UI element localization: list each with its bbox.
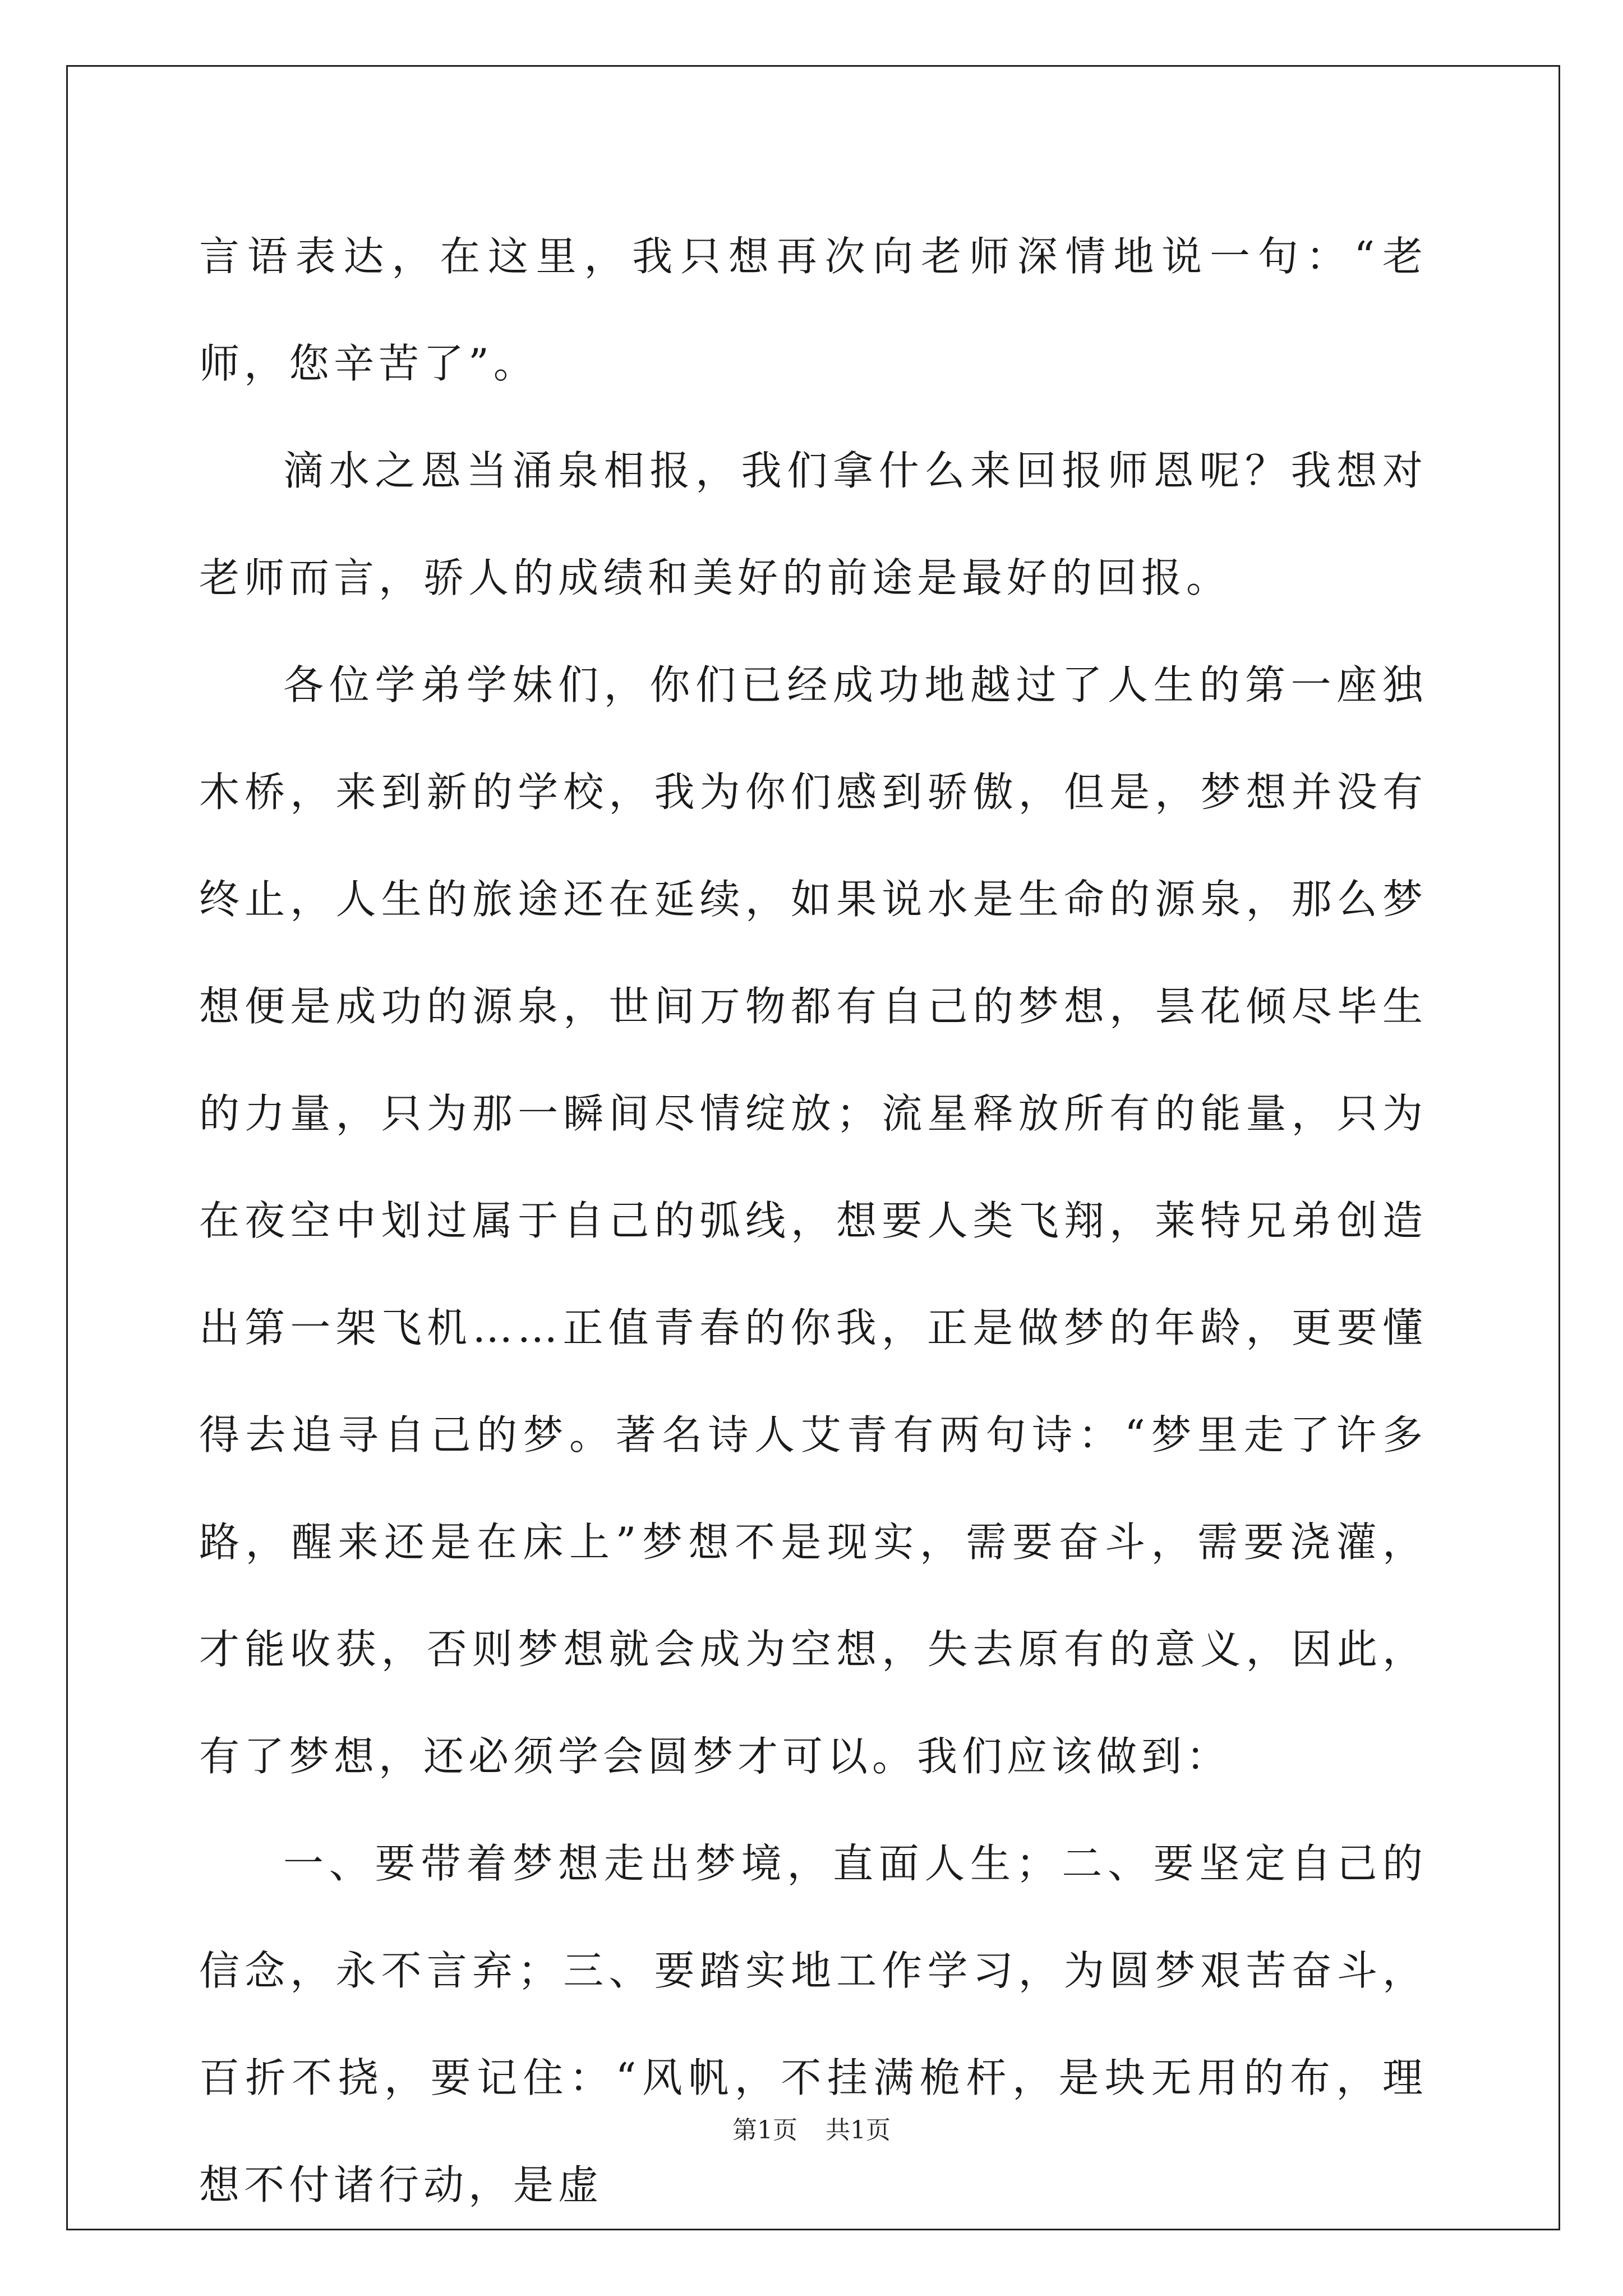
page-footer [0,2114,1623,2147]
page-number: 第1页 [732,2116,797,2145]
paragraph-3: 各位学弟学妹们，你们已经成功地越过了人生的第一座独木桥，来到新的学校，我为你们感到骄傲，但是，梦想并没有终止，人生的旅途还在延续，如果说水是生命的源泉，那么梦想便是成功的源泉，世间万物都有自己的梦想，昙花倾尽毕生的力量，只为那一瞬间尽情绽放；流星释放所有的能量，只为在夜空中划过属于自己的弧线，想要人类飞翔，莱特兄弟创造出第一架飞机……正值青春的你我，正是做梦的年龄，更要懂得去追寻自己的梦。著名诗人艾青有两句诗：“梦里走了许多路，醒来还是在床上”梦想不是现实，需要奋斗，需要浇灌，才能收获，否则梦想就会成为空想，失去原有的意义，因此，有了梦想，还必须学会圆梦才可以。我们应该做到： [199,661,1427,1780]
paragraph-1: 言语表达，在这里，我只想再次向老师深情地说一句：“老师，您辛苦了”。 [199,233,1427,387]
page-total: 共1页 [826,2116,891,2145]
paragraph-4: 一、要带着梦想走出梦境，直面人生；二、要坚定自己的信念，永不言弃；三、要踏实地工作学习，为圆梦艰苦奋斗，百折不挠，要记住：“风帆，不挂满桅杆，是块无用的布，理想不付诸行动，是虚 [199,1840,1427,2208]
paragraph-2: 滴水之恩当涌泉相报，我们拿什么来回报师恩呢？我想对老师而言，骄人的成绩和美好的前途是最好的回报。 [199,447,1427,601]
document-body [199,203,1427,2239]
